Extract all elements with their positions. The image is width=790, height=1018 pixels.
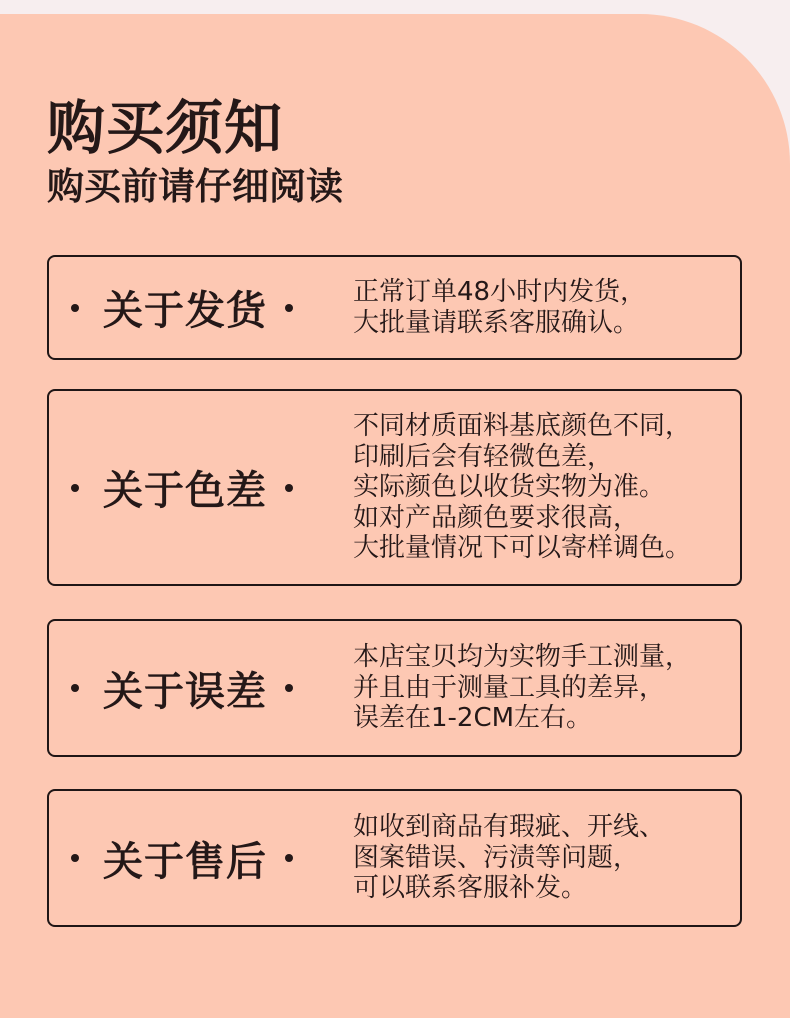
card-text-line: 如对产品颜色要求很高， — [353, 502, 640, 533]
bullet-dot-icon — [71, 304, 79, 312]
card-text-shipping — [353, 257, 646, 358]
card-text-measurement-error — [353, 621, 691, 755]
card-heading — [71, 391, 293, 584]
card-text-color-difference — [353, 391, 691, 584]
after-sales-card — [47, 789, 742, 927]
card-heading — [71, 791, 293, 925]
card-label-color-difference: 关于色差 — [103, 468, 267, 514]
bullet-dot-icon — [285, 484, 293, 492]
card-text-line: 大批量情况下可以寄样调色。 — [353, 533, 692, 564]
measurement-error-card — [47, 619, 742, 757]
bullet-dot-icon — [71, 484, 79, 492]
bullet-dot-icon — [285, 854, 293, 862]
card-text-line: 正常订单48小时内发货， — [353, 277, 647, 307]
card-text-line: 可以联系客服补发。 — [353, 873, 588, 904]
card-text-line: 并且由于测量工具的差异， — [353, 672, 666, 703]
card-text-line: 实际颜色以收货实物为准。 — [353, 472, 666, 503]
page-subtitle: 购买前请仔细阅读 — [47, 165, 343, 208]
card-text-line: 大批量请联系客服确认。 — [353, 307, 640, 338]
card-text-line: 如收到商品有瑕疵、开线、 — [353, 812, 666, 843]
card-heading — [71, 257, 293, 358]
card-heading — [71, 621, 293, 755]
card-text-line: 印刷后会有轻微色差， — [353, 441, 614, 472]
bullet-dot-icon — [285, 684, 293, 692]
bullet-dot-icon — [71, 684, 79, 692]
card-label-after-sales: 关于售后 — [103, 838, 267, 885]
card-text-line: 误差在1-2CM左右。 — [353, 703, 593, 734]
shipping-card — [47, 255, 742, 360]
card-text-after-sales — [353, 791, 665, 925]
card-label-shipping: 关于发货 — [103, 288, 267, 334]
bullet-dot-icon — [71, 854, 79, 862]
color-difference-card — [47, 389, 742, 586]
bullet-dot-icon — [285, 304, 293, 312]
page-title: 购买须知 — [47, 94, 284, 162]
card-label-measurement-error: 关于误差 — [103, 668, 267, 715]
card-text-line: 本店宝贝均为实物手工测量， — [353, 642, 692, 673]
card-text-line: 不同材质面料基底颜色不同， — [353, 411, 692, 442]
notice-panel — [0, 14, 790, 1018]
card-text-line: 图案错误、污渍等问题， — [353, 842, 640, 873]
